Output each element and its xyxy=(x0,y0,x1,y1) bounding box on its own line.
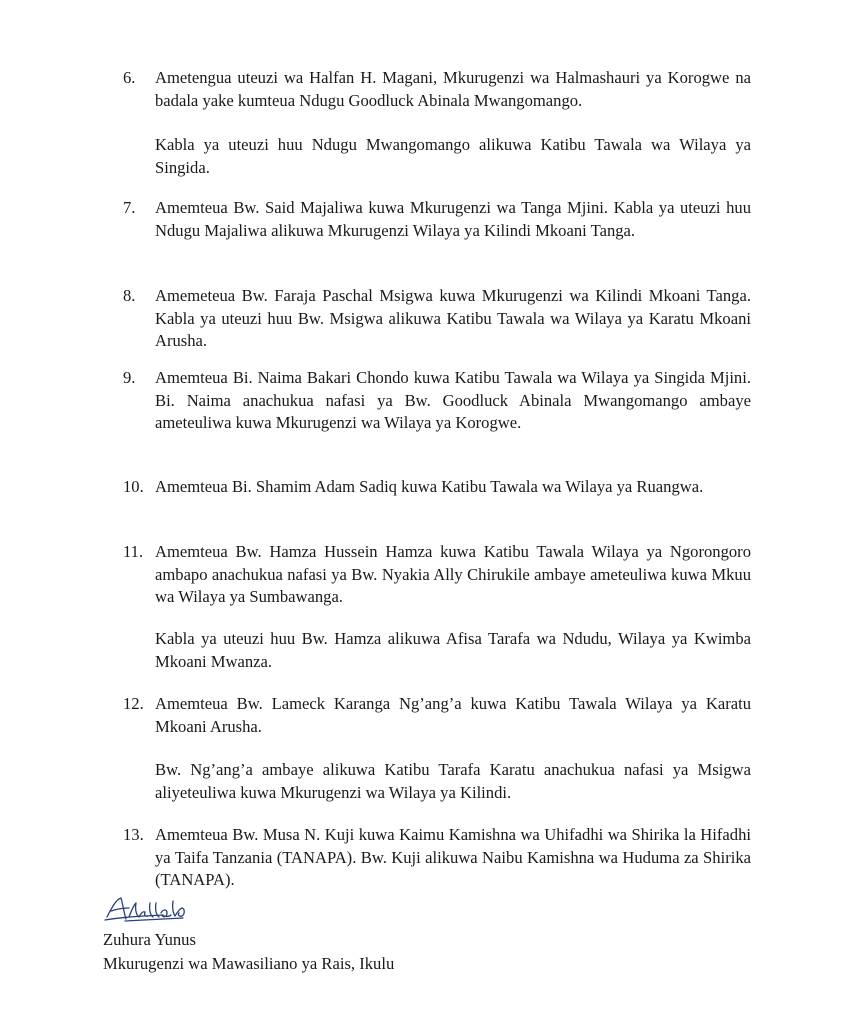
list-item-11 xyxy=(123,541,751,609)
item-number: 9. xyxy=(123,368,136,387)
signatory-title: Mkurugenzi wa Mawasiliano ya Rais, Ikulu xyxy=(103,954,395,973)
item-text: Amemeteua Bw. Faraja Paschal Msigwa kuwa Mkurugenzi wa Kilindi Mkoani Tanga. Kabla ya uteuzi huu Bw. Msigwa alikuwa Katibu Tawala wa Wilaya ya Karatu Mkoani Arusha. xyxy=(155,286,751,350)
list-item-9 xyxy=(123,367,751,435)
item-text: Amemteua Bw. Hamza Hussein Hamza kuwa Katibu Tawala Wilaya ya Ngorongoro ambapo anachukua nafasi ya Bw. Nyakia Ally Chirukile ambaye ameteuliwa kuwa Mkuu wa Wilaya ya Sumbawanga. xyxy=(155,542,751,606)
item-text: Amemteua Bw. Said Majaliwa kuwa Mkurugenzi wa Tanga Mjini. Kabla ya uteuzi huu Ndugu Majaliwa alikuwa Mkurugenzi Wilaya ya Kilindi Mkoani Tanga. xyxy=(155,198,751,240)
item-text: Amemteua Bi. Shamim Adam Sadiq kuwa Katibu Tawala wa Wilaya ya Ruangwa. xyxy=(155,477,704,496)
list-item-8 xyxy=(123,285,751,353)
item-number: 10. xyxy=(123,477,144,496)
item-12-note: Bw. Ng’ang’a ambaye alikuwa Katibu Tarafa Karatu anachukua nafasi ya Msigwa aliyeteuliwa kuwa Mkurugenzi wa Wilaya ya Kilindi. xyxy=(155,760,751,802)
item-11-note: Kabla ya uteuzi huu Bw. Hamza alikuwa Afisa Tarafa wa Ndudu, Wilaya ya Kwimba Mkoani Mwanza. xyxy=(155,629,751,671)
signatory-name: Zuhura Yunus xyxy=(103,930,196,949)
list-item-12 xyxy=(123,693,751,738)
signature-mark xyxy=(103,895,193,927)
list-item-13 xyxy=(123,824,751,892)
item-text: Ametengua uteuzi wa Halfan H. Magani, Mkurugenzi wa Halmashauri ya Korogwe na badala yake kumteua Ndugu Goodluck Abinala Mwangomango. xyxy=(155,68,751,110)
handwritten-signature xyxy=(103,895,193,927)
item-number: 13. xyxy=(123,825,144,844)
item-number: 6. xyxy=(123,68,136,87)
item-6-note: Kabla ya uteuzi huu Ndugu Mwangomango alikuwa Katibu Tawala wa Wilaya ya Singida. xyxy=(155,135,751,177)
item-text: Amemteua Bw. Lameck Karanga Ng’ang’a kuwa Katibu Tawala Wilaya ya Karatu Mkoani Arusha. xyxy=(155,694,751,736)
list-item-6 xyxy=(123,67,751,112)
list-item-7 xyxy=(123,197,751,242)
item-text: Amemteua Bw. Musa N. Kuji kuwa Kaimu Kamishna wa Uhifadhi wa Shirika la Hifadhi ya Taifa Tanzania (TANAPA). Bw. Kuji alikuwa Naibu Kamishna wa Huduma za Shirika (TANAPA). xyxy=(155,825,751,889)
item-number: 8. xyxy=(123,286,136,305)
item-text: Amemteua Bi. Naima Bakari Chondo kuwa Katibu Tawala wa Wilaya ya Singida Mjini. Bi. Naima anachukua nafasi ya Bw. Goodluck Abinala Mwangomango ambaye ameteuliwa kuwa Mkurugenzi wa Wilaya ya Korogwe. xyxy=(155,368,751,432)
list-item-10 xyxy=(123,476,751,499)
item-number: 12. xyxy=(123,694,144,713)
item-number: 11. xyxy=(123,542,144,561)
item-number: 7. xyxy=(123,198,136,217)
